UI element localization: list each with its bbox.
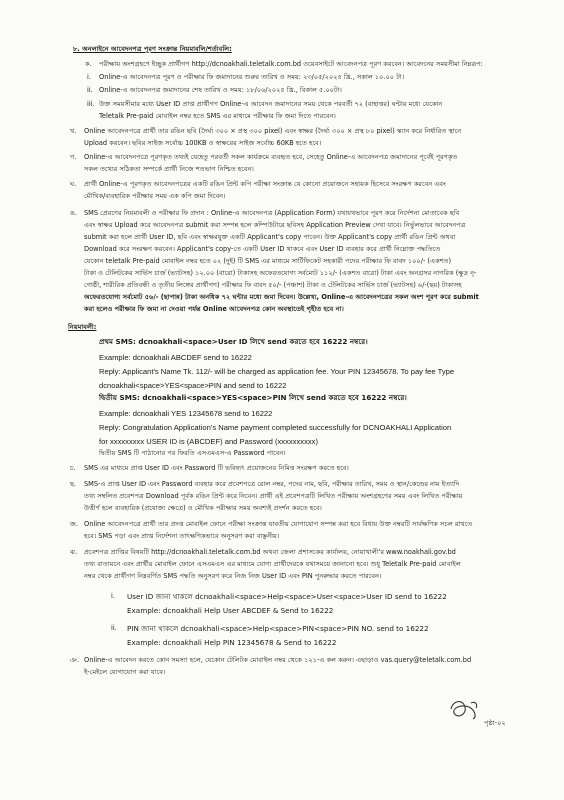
sms-first-reply-cont: dcnoakhali<space>YES<space>PIN and send to 16222 xyxy=(99,381,287,390)
item-line: অফেরতযোগ্য সর্বমোট ৫৬/- (ছাপান্ন) টাকা অনধিক ৭২ ঘন্টার মধ্যে জমা দিবেন। উল্লেখ্য, Online-এ আবেদনপত্রের সকল অংশ পূরণ করে submit xyxy=(84,293,479,301)
sub-line: Online-এ আবেদনপত্র পূরণ ও পরীক্ষার ফি জমাদানের শুরুর তারিখ ও সময়: ২৩/০৫/২০২৫ খ্রি., সকাল ১০.০০ টা। xyxy=(99,73,405,81)
item-line: SMS প্রেরণের নিয়মাবলী ও পরীক্ষার ফি প্রদান : Online-এ আবেদনপত্র (Application Form) যথাযথভাবে পূরণ করে নির্দেশনা মোতাবেক ছবি xyxy=(84,209,460,217)
sub-marker: i. xyxy=(111,592,115,600)
sub-marker: i. xyxy=(87,73,91,81)
item-line: Upload করবেন। ছবির সাইজ সর্বোচ্চ 100KB ও স্বাক্ষরের সাইজ সর্বোচ্চ 60KB হতে হবে। xyxy=(84,139,322,147)
item-line: Online-এ আবেদনপত্রে পূরণকৃত তথ্যই যেহেতু পরবর্তী সকল কার্যক্রমে ব্যবহৃত হবে, সেহেতু Online-এ আবেদনপত্র জমাদানের পূর্বেই পূরণকৃত xyxy=(84,153,458,161)
item-line: এবং স্বাক্ষর Upload করে আবেদনপত্র submit করা সম্পন্ন হলে কম্পিউটারে ছবিসহ Application Preview দেখা যাবে। নির্ভুলভাবে আবেদনপত্র xyxy=(84,221,466,229)
item-marker: ছ. xyxy=(70,480,77,488)
sms-second-example: Example: dcnoakhali YES 12345678 send to 16222 xyxy=(99,409,273,418)
sms-first-instruction: প্রথম SMS: dcnoakhali<space>User ID লিখে send করতে হবে 16222 নম্বরে। xyxy=(99,337,368,346)
item-line: হবে। SMS পড়া এবং প্রাপ্ত নির্দেশনা তাৎক্ষণিকভাবে অনুসরণ করা বাঞ্ছনীয়। xyxy=(84,532,280,540)
item-marker: ঘ. xyxy=(70,180,77,188)
sub-line: উক্ত সময়সীমার মধ্যে User ID প্রাপ্ত প্রার্থীগণ Online-এ আবেদন জমাদানের সময় থেকে পরবর্তী ৭২ (বাহাত্তর) ঘন্টার মধ্যে যেকোন xyxy=(99,100,443,108)
item-line: ই-মেইলে যোগাযোগ করা যাবে। xyxy=(84,668,166,676)
item-line: করা হলেও পরীক্ষার ফি জমা না দেওয়া পর্যন্ত Online আবেদনপত্র কোন অবস্থাতেই গৃহীত হবে না। xyxy=(84,305,344,313)
sms-rules-title: নিয়মাবলী: xyxy=(68,323,97,331)
item-line: Online আবেদনপত্রে প্রার্থী তার প্রদত্ত মোবাইল ফোনে পরীক্ষা সংক্রান্ত যাবতীয় যোগাযোগ সম্পন্ন করা হবে বিধায় উক্ত নম্বরটি সার্বক্ষণিক সচল রাখতে xyxy=(84,520,473,528)
item-marker: ঙ. xyxy=(70,209,77,217)
signature-mark xyxy=(445,695,485,723)
sub-line: Online-এ আবেদনপত্র জমাদানের শেষ তারিখ ও সময়: ১৮/০৬/২০২৫ খ্রি., বিকাল ৫.০০টা। xyxy=(99,86,342,94)
item-line: টাকা ও টেলিটকের সার্ভিস চার্জ (ভ্যাটসহ) ১২.০০ (বারো) টাকাসহ অফেরতযোগ্য সর্বমোট ১১২/- (একশত বারো) টাকা এবং অনগ্রসর নাগরিক (ক্ষুদ্র নৃ- xyxy=(84,269,477,277)
item-marker: ক. xyxy=(85,60,92,68)
item-line: SMS এর মাধ্যমে প্রাপ্ত User ID এবং Password টি ভবিষ্যৎ প্রয়োজনের নিমিত্ত সংরক্ষণ করতে হবে। xyxy=(84,464,349,472)
item-marker: খ. xyxy=(70,127,77,135)
sub-line: Example: dcnoakhali Help User ABCDEF & Send to 16222 xyxy=(127,606,334,615)
sms-second-reply: Reply: Congratulation Application's Name payment completed successfully for DCNOAKHALI Application xyxy=(99,423,452,432)
item-marker: ঞ. xyxy=(70,656,80,664)
item-line: তথ্য সম্বলিত প্রবেশপত্র Download পূর্বক রঙিন প্রিন্ট করে নিবেন। প্রার্থী এই প্রবেশপত্রটি লিখিত পরীক্ষায় অংশগ্রহণের সময় এবং লিখিত পরীক্ষায় xyxy=(84,492,463,500)
sms-second-note: দ্বিতীয় SMS টি পাঠানোর পর ফিরতি এসএমএস-এ Password পাবেন। xyxy=(99,449,286,457)
item-line: উত্তীর্ণ হলে ব্যবহারিক (প্রযোজ্য ক্ষেত্রে) ও মৌখিক পরীক্ষার সময় অবশ্যই প্রদর্শন করতে হবে। xyxy=(84,504,322,512)
item-line: SMS-এ প্রাপ্ত User ID এবং Password ব্যবহার করে প্রবেশপত্রে রোল নম্বর, পদের নাম, ছবি, পরীক্ষার তারিখ, সময় ও স্থান/কেন্দ্রের নাম ইত্যাদি xyxy=(84,480,460,488)
item-line: প্রবেশপত্র প্রাপ্তির বিষয়টি http://dcnoakhali.teletalk.com.bd অথবা জেলা প্রশাসকের কার্যালয়, নোয়াখালী'র www.noakhali.gov.bd xyxy=(84,548,456,556)
item-line: Online আবেদনপত্রে প্রার্থী তার রঙিন ছবি (দৈর্ঘ্য ৩০০ × প্রস্থ ৩০০ pixel) এবং স্বাক্ষর (দৈর্ঘ্য ৩০০ × প্রস্থ ৮০ pixel) স্ক্যান করে নির্ধারিত স্থানে xyxy=(84,127,462,135)
section-heading-text: ৮. অনলাইনে আবেদনপত্র পূরণ সংক্রান্ত নিয়মাবলি/শর্তাবলি: xyxy=(73,45,232,53)
item-line: পরীক্ষায় অংশগ্রহণে ইচ্ছুক প্রার্থীগণ http://dcnoakhali.teletalk.com.bd ওয়েবসাইটে আবেদনপত্র পূরণ করবেন। আবেদনের সময়সীমা নিম্নরূপ: xyxy=(99,60,483,68)
item-line: নম্বর থেকে প্রার্থীগণ নিম্নবর্ণিত SMS পদ্ধতি অনুসরণ করে নিজ নিজ User ID এবং PIN পুনরুদ্ধার করতে পারবেন। xyxy=(84,572,382,580)
sub-marker: ii. xyxy=(111,624,117,632)
sms-second-instruction: দ্বিতীয় SMS: dcnoakhali<space>YES<space>PIN লিখে send করতে হবে 16222 নম্বরে। xyxy=(99,393,407,402)
item-line: যেকোন teletalk Pre-paid মোবাইল নম্বর হতে ০২ (দুই) টি SMS এর মাধ্যমে সার্টিফিকেট সহকারী পদের পরীক্ষার ফি বাবদ ১০০/- (একশত) xyxy=(84,257,452,265)
sub-line: PIN জানা থাকলে dcnoakhali<space>Help<space>PIN<space>PIN NO. send to 16222 xyxy=(127,624,429,633)
sub-marker: iii. xyxy=(87,100,95,108)
sub-line: Example: dcnoakhali Help PIN 12345678 & Send to 16222 xyxy=(127,638,337,647)
item-line: Online-এ আবেদন করতে কোন সমস্যা হলে, যেকোন টেলিটক মোবাইল নম্বর থেকে ১২১-এ কল করুন। এছাড়াও vas.query@teletalk.com.bd xyxy=(84,656,472,664)
sub-line: Teletalk Pre-paid মোবাইল নম্বর হতে SMS এর মাধ্যমে পরীক্ষার ফি জমা দিতে পারবেন। xyxy=(99,112,336,120)
item-line: মৌখিক/ব্যবহারিক পরীক্ষার সময় এক কপি জমা দিবেন। xyxy=(84,192,226,200)
item-marker: জ. xyxy=(70,520,78,528)
item-line: প্রার্থী Online-এ পূরণকৃত আবেদনপত্রের একটি রঙিন প্রিন্ট কপি পরীক্ষা সংক্রান্ত যে কোনো প্রয়োজনে সহায়ক হিসেবে সংরক্ষণ করবেন এবং xyxy=(84,180,446,188)
page-number: পৃষ্ঠা-০২ xyxy=(484,719,506,727)
item-line: Download করে সংরক্ষণ করবেন। Applicant's copy-তে একটি User ID থাকবে এবং User ID ব্যবহার করে প্রার্থী নিম্নোক্ত পদ্ধতিতে xyxy=(84,245,441,253)
sms-first-reply: Reply: Applicant's Name Tk. 112/- will be charged as application fee. Your PIN 12345678. To pay fee Type xyxy=(99,367,455,376)
item-line: গোষ্ঠী, শারীরিক প্রতিবন্ধী ও তৃতীয় লিঙ্গের প্রার্থীগণ) পরীক্ষার ফি বাবদ ৫০/- (পঞ্চাশ) টাকা ও টেলিটকের সার্ভিস চার্জ (ভ্যাটসহ) ৬/-(ছয়) টাকাসহ xyxy=(84,281,462,289)
item-line: submit করা হলে প্রার্থী User ID, ছবি এবং স্বাক্ষরযুক্ত একটি Applicant's copy পাবেন। উক্ত Applicant's copy প্রার্থী রঙিন প্রিন্ট অথবা xyxy=(84,233,456,241)
item-line: সকল তথ্যের সঠিকতা সম্পর্কে প্রার্থী নিজে শতভাগ নিশ্চিত হবেন। xyxy=(84,165,254,173)
item-marker: গ. xyxy=(70,153,77,161)
sub-line: User ID জানা থাকলে dcnoakhali<space>Help<space>User<space>User ID send to 16222 xyxy=(127,592,447,601)
sms-first-example: Example: dcnoakhali ABCDEF send to 16222 xyxy=(99,353,252,362)
sub-marker: ii. xyxy=(87,86,93,94)
section-heading xyxy=(73,45,232,55)
item-line: তথ্য বাতায়নে এবং প্রার্থীর মোবাইল ফোনে এসএমএস এর মাধ্যমে যোগ্য প্রার্থীদেরকে যথাসময়ে জানানো হবে। শুধু Teletalk Pre-paid মোবাইল xyxy=(84,560,461,568)
item-marker: চ. xyxy=(70,464,76,472)
sms-second-reply-cont: for xxxxxxxxx USER ID is (ABCDEF) and Password (xxxxxxxxxx) xyxy=(99,437,318,446)
item-marker: ঝ. xyxy=(70,548,78,556)
